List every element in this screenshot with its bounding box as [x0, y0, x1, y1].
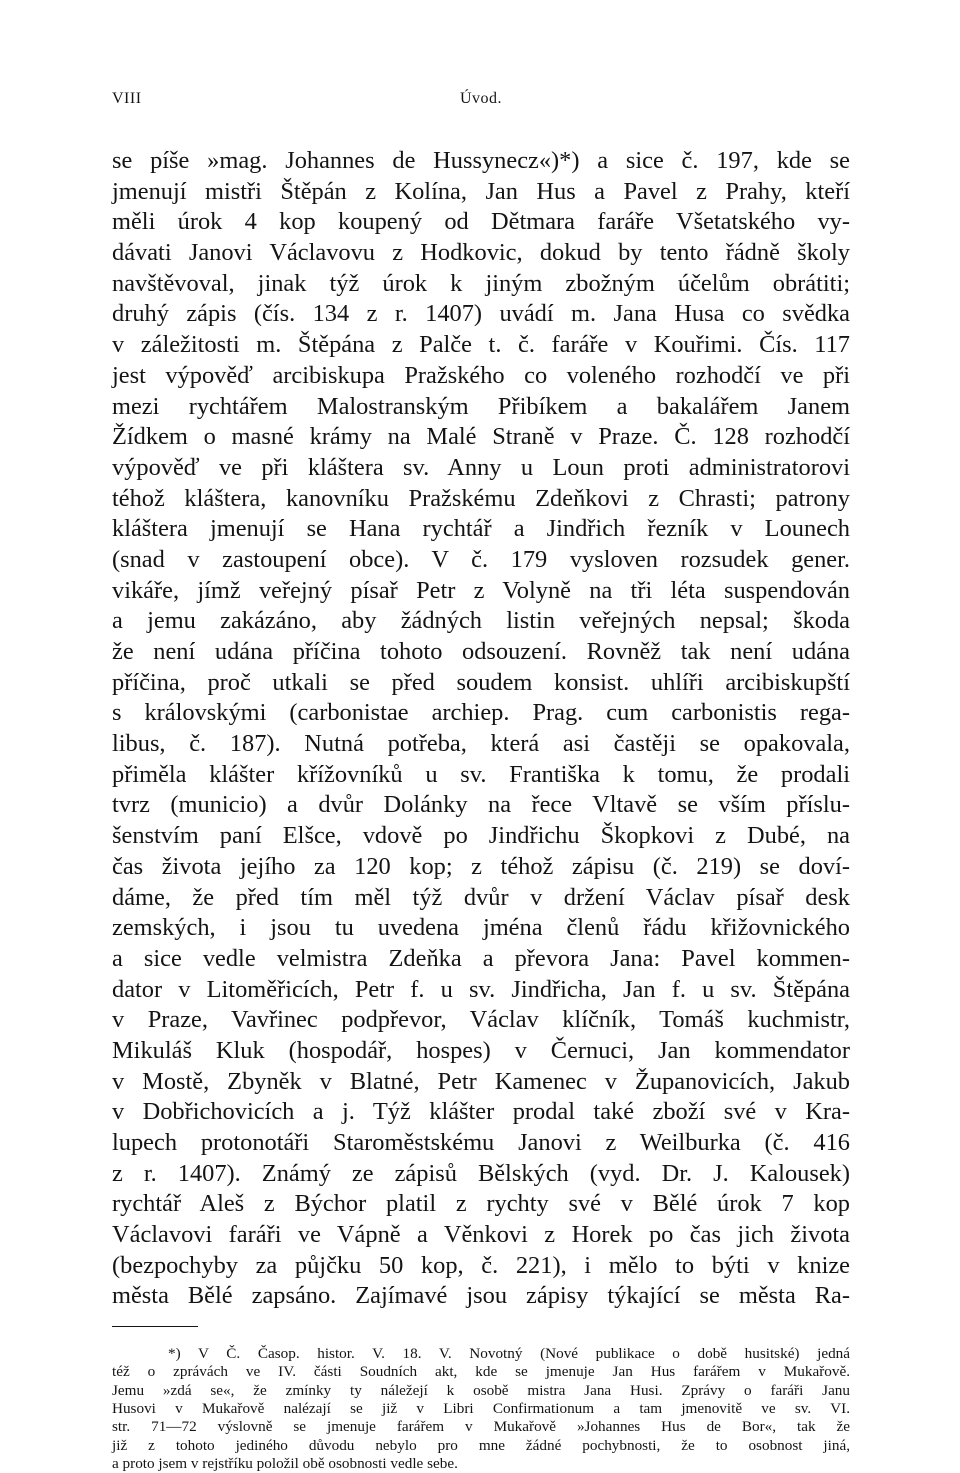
body-line: a sice vedle velmistra Zdeňka a převora Jana: Pavel kommen-: [112, 944, 850, 972]
body-line: a jemu zakázáno, aby žádných listin veřejných nepsal; škoda: [112, 607, 850, 635]
body-line: Václavovi faráři ve Vápně a Věnkovi z Horek po čas jich života: [112, 1221, 850, 1249]
footnote-line: Jemu »zdá se«, že zmínky ty náležejí k osobě mistra Jana Husi. Zprávy o faráři Janu: [112, 1381, 850, 1399]
body-line: kláštera jmenují se Hana rychtář a Jindřich řezník v Lounech: [112, 515, 850, 543]
page-number: VIII: [112, 90, 142, 107]
body-line: přiměla klášter křížovníků u sv. Františka k tomu, že prodali: [112, 760, 850, 788]
body-line: v Dobřichovicích a j. Týž klášter prodal také zboží své v Kra-: [112, 1098, 850, 1126]
body-line: vikáře, jímž veřejný písař Petr z Volyně na tři léta suspendován: [112, 576, 850, 604]
body-line: libus, č. 187). Nutná potřeba, která asi častěji se opakovala,: [112, 730, 850, 758]
body-line: tvrz (municio) a dvůr Dolánky na řece Vltavě se vším příslu-: [112, 791, 850, 819]
body-line: s královskými (carbonistae archiep. Prag. cum carbonistis rega-: [112, 699, 850, 727]
body-line: Žídkem o masné krámy na Malé Straně v Praze. Č. 128 rozhodčí: [112, 423, 850, 451]
body-line: Mikuláš Kluk (hospodář, hospes) v Černuci, Jan kommendator: [112, 1036, 850, 1064]
body-line: čas života jejího za 120 kop; z téhož zápisu (č. 219) se doví-: [112, 852, 850, 880]
footnote-line: Husovi v Mukařově nalézají se již v Libri Confirmationum a tam jmenovitě ve sv. VI.: [112, 1400, 850, 1418]
body-line: výpověď ve při kláštera sv. Anny u Loun proti administratorovi: [112, 453, 850, 481]
footnote-line: a proto jsem v rejstříku položil obě osobnosti vedle sebe.: [112, 1454, 458, 1472]
body-line: dator v Litoměřicích, Petr f. u sv. Jindřicha, Jan f. u sv. Štěpána: [112, 975, 850, 1003]
body-line: zemských, i jsou tu uvedena jména členů řádu křižovnického: [112, 914, 850, 942]
body-line: šenstvím paní Elšce, vdově po Jindřichu Škopkovi z Dubé, na: [112, 822, 850, 850]
body-line: města Bělé zapsáno. Zajímavé jsou zápisy týkající se města Ra-: [112, 1282, 850, 1310]
body-line: téhož kláštera, kanovníku Pražskému Zdeňkovi z Chrasti; patrony: [112, 484, 850, 512]
body-line: v Praze, Vavřinec podpřevor, Václav klíčník, Tomáš kuchmistr,: [112, 1006, 850, 1034]
footnotes: [112, 1345, 850, 1473]
body-line: v záležitosti m. Štěpána z Palče t. č. faráře v Kouřimi. Čís. 117: [112, 331, 850, 359]
body-line: (bezpochyby za půjčku 50 kop, č. 221), i mělo to býti v knize: [112, 1251, 850, 1279]
book-page: [112, 90, 850, 1473]
body-line: příčina, proč utkali se před soudem konsist. uhlíři arcibiskupští: [112, 668, 850, 696]
body-line: lupech protonotáři Staroměstskému Janovi z Weilburka (č. 416: [112, 1129, 850, 1156]
body-line: mezi rychtářem Malostranským Přibíkem a bakalářem Janem: [112, 392, 850, 420]
footnote-line: též o zprávách ve IV. části Soudních akt, kde se jmenuje Jan Hus farářem v Mukařově.: [112, 1363, 850, 1381]
body-line: z r. 1407). Známý ze zápisů Bělských (vyd. Dr. J. Kalousek): [112, 1159, 850, 1187]
body-text: [112, 146, 850, 1312]
running-title: Úvod.: [459, 90, 503, 107]
body-line: druhý zápis (čís. 134 z r. 1407) uvádí m. Jana Husa co svědka: [112, 300, 850, 328]
body-line: navštěvoval, jinak týž úrok k jiným zbožným účelům obrátiti;: [112, 269, 850, 297]
body-line: se píše »mag. Johannes de Hussynecz«)*) a sice č. 197, kde se: [112, 147, 850, 174]
footnote-line: *) V Č. Časop. histor. V. 18. V. Novotný (Nové publikace o době husitské) jedná: [168, 1345, 850, 1363]
body-line: v Mostě, Zbyněk v Blatné, Petr Kamenec v Županovicích, Jakub: [112, 1067, 850, 1095]
body-line: rychtář Aleš z Býchor platil z rychty své v Bělé úrok 7 kop: [112, 1190, 850, 1218]
footnote-line: str. 71—72 výslovně se jmenuje farářem v Mukařově »Johannes Hus de Bor«, tak že: [112, 1418, 850, 1436]
body-line: dávati Janovi Václavovu z Hodkovic, dokud by tento řádně školy: [112, 239, 850, 267]
body-line: jmenují mistři Štěpán z Kolína, Jan Hus a Pavel z Prahy, kteří: [112, 177, 850, 205]
running-head: [112, 90, 850, 120]
footnote-line: již z tohoto jediného důvodu nebylo pro mne žádné pochybnosti, že to osobnost jiná,: [112, 1436, 850, 1454]
body-line: (snad v zastoupení obce). V č. 179 vysloven rozsudek gener.: [112, 545, 850, 573]
body-line: jest výpověď arcibiskupa Pražského co voleného rozhodčí ve při: [112, 361, 850, 389]
footnote-rule: [112, 1326, 198, 1327]
body-line: měli úrok 4 kop koupený od Dětmara faráře Všetatského vy-: [112, 208, 850, 236]
body-line: že není udána příčina tohoto odsouzení. Rovněž tak není udána: [112, 638, 850, 665]
body-line: dáme, že před tím měl týž dvůr v držení Václav písař desk: [112, 883, 850, 911]
